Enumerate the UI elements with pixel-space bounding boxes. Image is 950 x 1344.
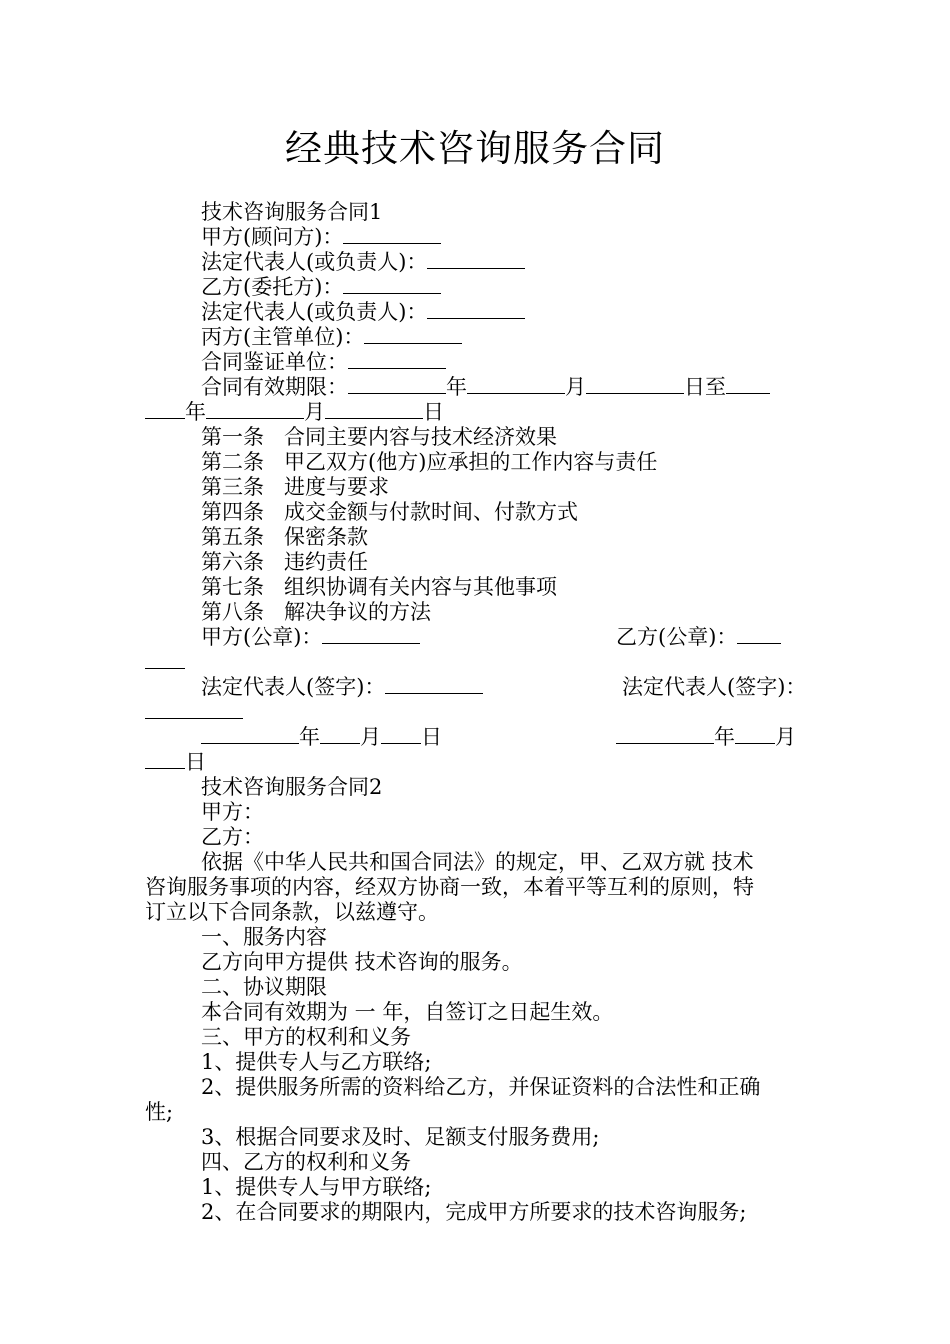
year-label: 年 [299,725,320,749]
blank-line [737,625,781,644]
article-number: 第八条 [201,600,264,624]
clause-text: 性; [145,1100,174,1124]
blank-line [325,400,423,419]
intro-text: 依据《中华人民共和国合同法》的规定，甲、乙双方就 技术 [201,850,754,874]
section-1-title: 一、服务内容 [201,925,327,949]
blank-line [320,725,360,744]
c2-party-b-label: 乙方： [201,825,264,849]
article-row [145,475,810,500]
article-row [145,450,810,475]
date-b-cont [145,750,810,775]
clause [145,1200,810,1225]
sign-b-label: 法定代表人(签字)： [622,675,807,699]
day-label: 日 [423,400,444,424]
blank-line [348,375,446,394]
intro-text: 咨询服务事项的内容，经双方协商一致，本着平等互利的原则，特 [145,875,754,899]
clause [145,1175,810,1200]
article-text: 甲乙双方(他方)应承担的工作内容与责任 [284,450,658,474]
month-label: 月 [360,725,381,749]
article-text: 违约责任 [284,550,368,574]
contract1-heading-text: 技术咨询服务合同1 [201,200,383,224]
article-number: 第六条 [201,550,264,574]
article-row [145,500,810,525]
clause-text: 2、在合同要求的期限内，完成甲方所要求的技术咨询服务; [201,1200,747,1224]
clause-text: 1、提供专人与乙方联络; [201,1050,432,1074]
sign-b-cont [145,700,810,725]
blank-line [145,650,185,669]
section-4-title: 四、乙方的权利和义务 [201,1150,411,1174]
blank-line [467,375,565,394]
section-body [145,1000,810,1025]
seal-a-label: 甲方(公章)： [201,625,323,649]
clause [145,1125,810,1150]
article-number: 第七条 [201,575,264,599]
section-title [145,925,810,950]
blank-line [726,375,770,394]
article-text: 保密条款 [284,525,368,549]
intro-line-2 [145,875,810,900]
clause-text: 2、提供服务所需的资料给乙方，并保证资料的合法性和正确 [201,1075,761,1099]
article-text: 解决争议的方法 [284,600,431,624]
clause-text: 3、根据合同要求及时、足额支付服务费用; [201,1125,600,1149]
blank-line [343,275,441,294]
article-text: 组织协调有关内容与其他事项 [284,575,557,599]
term-label: 合同有效期限： [201,375,348,399]
year-label: 年 [185,400,206,424]
day-label: 日 [684,375,705,399]
blank-line [206,400,304,419]
term-line [145,375,810,400]
blank-line [385,675,483,694]
section-body [145,950,810,975]
rep-a-label: 法定代表人(或负责人)： [201,250,428,274]
blank-line [586,375,684,394]
article-text: 进度与要求 [284,475,389,499]
to-label: 至 [705,375,726,399]
rep-a-line [145,250,810,275]
intro-text: 订立以下合同条款，以兹遵守。 [145,900,439,924]
year-label: 年 [714,725,735,749]
certifier-line [145,350,810,375]
blank-line [364,325,462,344]
month-label: 月 [775,725,796,749]
document-title: 经典技术咨询服务合同 [285,127,665,170]
article-row [145,425,810,450]
article-number: 第二条 [201,450,264,474]
rep-b-line [145,300,810,325]
clause [145,1050,810,1075]
blank-line [145,700,243,719]
article-text: 成交金额与付款时间、付款方式 [284,500,578,524]
article-text: 合同主要内容与技术经济效果 [284,425,557,449]
blank-line [427,250,525,269]
contract2-heading-text: 技术咨询服务合同2 [201,775,383,799]
c2-party-a-label: 甲方： [201,800,264,824]
contract1-heading [145,200,810,225]
intro-line-3 [145,900,810,925]
day-label: 日 [421,725,442,749]
term-line-cont [145,400,810,425]
intro-line-1 [145,850,810,875]
month-label: 月 [565,375,586,399]
party-c-line [145,325,810,350]
date-b-line [616,725,796,750]
seal-b-line [616,625,781,650]
seal-b-cont [145,650,810,675]
article-number: 第四条 [201,500,264,524]
clause-text: 1、提供专人与甲方联络; [201,1175,432,1199]
blank-line [735,725,775,744]
contract2-heading [145,775,810,800]
party-a-label: 甲方(顾问方)： [201,225,344,249]
sign-a-label: 法定代表人(签字)： [201,675,386,699]
article-number: 第五条 [201,525,264,549]
party-b-label: 乙方(委托方)： [201,275,344,299]
article-row [145,600,810,625]
section-2-body: 本合同有效期为 一 年，自签订之日起生效。 [201,1000,614,1024]
article-number: 第三条 [201,475,264,499]
section-2-title: 二、协议期限 [201,975,327,999]
blank-line [348,350,446,369]
section-title [145,975,810,1000]
blank-line [145,750,185,769]
blank-line [616,725,714,744]
article-number: 第一条 [201,425,264,449]
rep-b-label: 法定代表人(或负责人)： [201,300,428,324]
party-b-line [145,275,810,300]
blank-line [343,225,441,244]
blank-line [322,625,420,644]
sign-b-line [622,675,806,700]
section-1-body: 乙方向甲方提供 技术咨询的服务。 [201,950,523,974]
certifier-label: 合同鉴证单位： [201,350,348,374]
clause-cont [145,1100,810,1125]
blank-line [381,725,421,744]
seal-b-label: 乙方(公章)： [616,625,738,649]
clause [145,1075,810,1100]
c2-party-b [145,825,810,850]
article-row [145,575,810,600]
section-title [145,1150,810,1175]
c2-party-a [145,800,810,825]
month-label: 月 [304,400,325,424]
blank-line [145,400,185,419]
article-row [145,525,810,550]
year-label: 年 [446,375,467,399]
blank-line [427,300,525,319]
party-a-line [145,225,810,250]
section-title [145,1025,810,1050]
section-3-title: 三、甲方的权利和义务 [201,1025,411,1049]
blank-line [201,725,299,744]
day-label: 日 [185,750,206,774]
party-c-label: 丙方(主管单位)： [201,325,365,349]
article-row [145,550,810,575]
